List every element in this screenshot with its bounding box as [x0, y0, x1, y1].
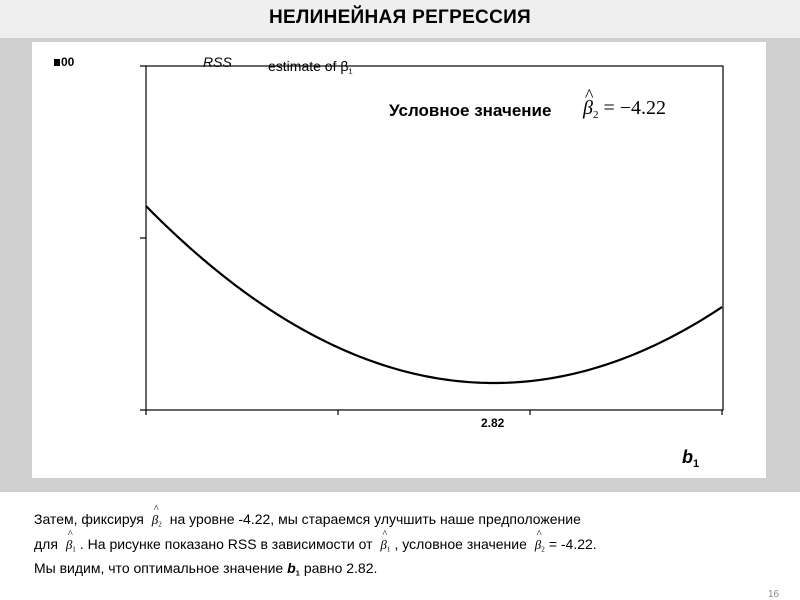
text-line-3: Мы видим, что оптимальное значение $b_1$ равно 2.82.: [34, 560, 378, 578]
beta2-hat-glyph: ^ $\beta_2$: [152, 510, 162, 535]
y-label-square-glyph: [54, 59, 60, 66]
beta2-hat-glyph-2: ^ $\beta_2$: [535, 535, 545, 560]
conditional-value-label: Условное значение: [389, 101, 552, 120]
x-tick-label: 2.82: [481, 416, 505, 430]
slide-title: НЕЛИНЕЙНАЯ РЕГРЕССИЯ: [268, 7, 532, 28]
rss-legend: RSS: [203, 54, 232, 70]
estimate-label: estimate of $\beta_1$: [268, 58, 353, 76]
beta1-hat-glyph: ^ $\beta_1$: [66, 535, 76, 560]
y-axis-top-label: 00: [54, 55, 74, 69]
page-number: 16: [768, 589, 780, 600]
beta1-hat-glyph-2: ^ $\beta_1$: [380, 535, 390, 560]
beta-hat-glyph: ^ $\beta_2$: [583, 97, 598, 121]
text-line-2: для ^ $\beta_1$ . На рисунке показано RSS в зависимости от ^ $\beta_1$ , условное значение ^ $\beta_2 = -4.22$.: [34, 535, 774, 560]
x-axis-label: $b_1$: [682, 447, 700, 470]
conditional-value-formula: ^ $\beta_2 = -4.22$: [583, 97, 666, 121]
explanation-text: [34, 510, 774, 583]
text-line-1: Затем, фиксируя ^ $\beta_2$ на уровне -4.22, мы стараемся улучшить наше предположение: [34, 510, 774, 535]
